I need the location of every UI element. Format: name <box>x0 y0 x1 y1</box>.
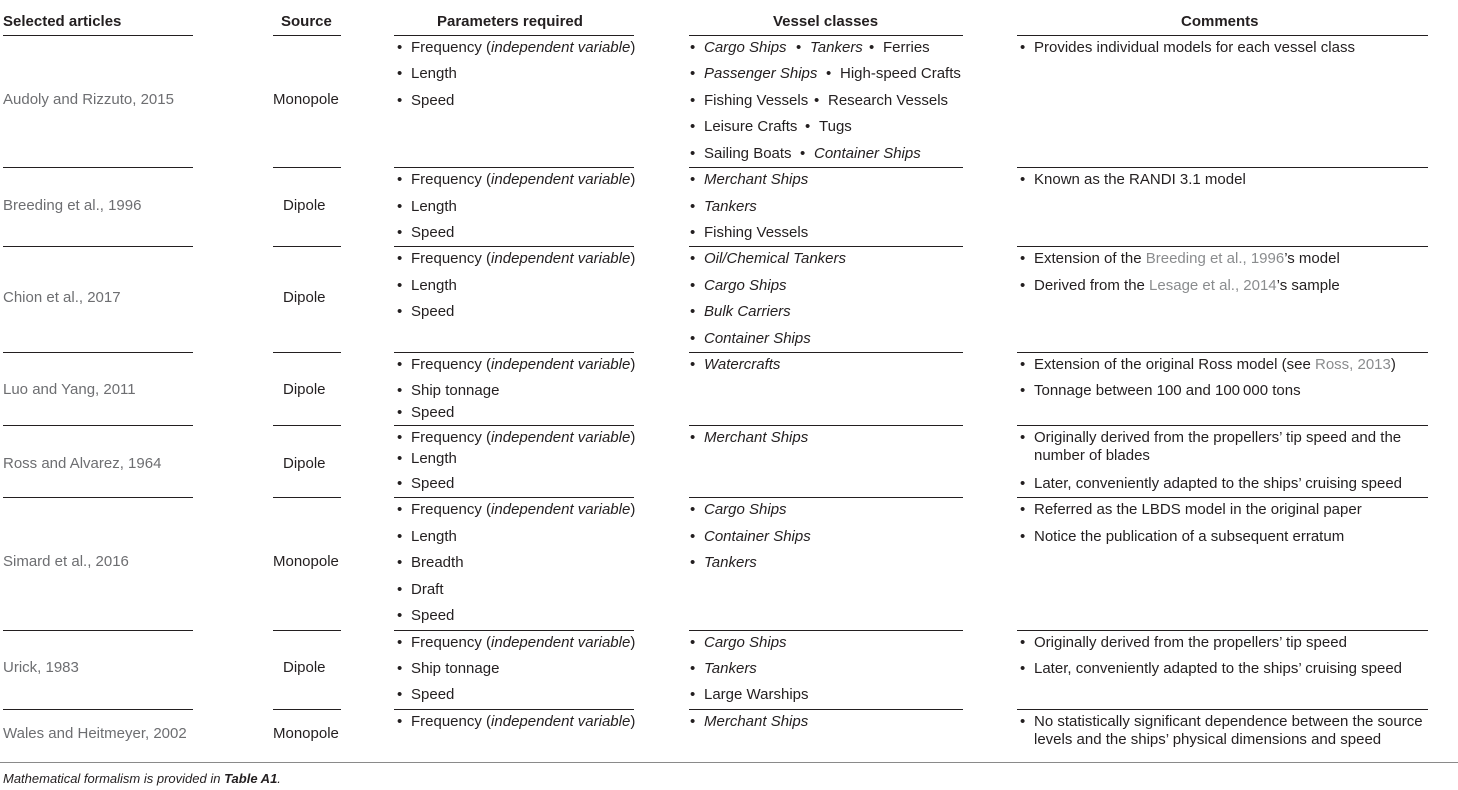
vessel-item: • Fishing Vessels <box>704 224 808 242</box>
param-item: • Ship tonnage <box>411 660 499 678</box>
comment-item: • Later, conveniently adapted to the ships’ cruising speed <box>1034 660 1402 678</box>
param-item: • Frequency (independent variable) <box>411 501 635 519</box>
vessel-item: • Cargo Ships <box>704 501 787 519</box>
article-name: Chion et al., 2017 <box>3 289 121 306</box>
param-item: • Frequency (independent variable) <box>411 39 635 57</box>
article-name: Urick, 1983 <box>3 659 79 676</box>
vessel-item: • Merchant Ships <box>704 171 808 189</box>
param-item: • Breadth <box>411 554 464 572</box>
comment-item: • Extension of the original Ross model (see Ross, 2013) <box>1034 356 1396 374</box>
comment-item: • Originally derived from the propellers’ tip speed and the number of blades <box>1034 429 1401 465</box>
param-item: • Length <box>411 450 457 468</box>
param-item: • Frequency (independent variable) <box>411 356 635 374</box>
param-item: • Ship tonnage <box>411 382 499 400</box>
param-item: • Speed <box>411 404 454 422</box>
vessel-item: • Tankers <box>810 39 863 57</box>
citation-link[interactable]: Lesage et al., 2014 <box>1149 277 1277 294</box>
vessel-item: • Cargo Ships <box>704 39 787 57</box>
param-item: • Frequency (independent variable) <box>411 634 635 652</box>
header-selected-articles: Selected articles <box>3 13 122 30</box>
comment-item: • Derived from the Lesage et al., 2014’s sample <box>1034 277 1340 295</box>
param-item: • Length <box>411 528 457 546</box>
vessel-item: • Research Vessels <box>828 92 948 110</box>
table-bottom-rule <box>0 762 1458 763</box>
vessel-item: • Bulk Carriers <box>704 303 791 321</box>
header-parameters: Parameters required <box>437 13 583 30</box>
header-comments: Comments <box>1181 13 1259 30</box>
comment-item: • Provides individual models for each vessel class <box>1034 39 1355 57</box>
article-name: Luo and Yang, 2011 <box>3 381 136 398</box>
header-vessel-classes: Vessel classes <box>773 13 879 30</box>
source-value: Dipole <box>283 197 326 214</box>
citation-link[interactable]: Breeding et al., 1996 <box>1145 250 1285 267</box>
vessel-item: • Tankers <box>704 198 757 216</box>
param-item: • Frequency (independent variable) <box>411 429 635 447</box>
source-value: Monopole <box>273 91 339 108</box>
vessel-item: • Cargo Ships <box>704 277 787 295</box>
vessel-item: • Leisure Crafts <box>704 118 797 136</box>
vessel-item: • Container Ships <box>814 145 921 163</box>
param-item: • Frequency (independent variable) <box>411 171 635 189</box>
vessel-item: • Merchant Ships <box>704 713 808 731</box>
param-item: • Draft <box>411 581 444 599</box>
vessel-item: • Tankers <box>704 660 757 678</box>
param-item: • Speed <box>411 224 454 242</box>
param-item: • Speed <box>411 303 454 321</box>
comment-item: • Tonnage between 100 and 100 000 tons <box>1034 382 1301 400</box>
param-item: • Frequency (independent variable) <box>411 250 635 268</box>
header-source: Source <box>281 13 332 30</box>
param-item: • Speed <box>411 92 454 110</box>
article-name: Simard et al., 2016 <box>3 553 129 570</box>
article-name: Breeding et al., 1996 <box>3 197 142 214</box>
comment-item: • Known as the RANDI 3.1 model <box>1034 171 1246 189</box>
comment-item: • No statistically significant dependence between the source levels and the ships’ physical dimensions and speed <box>1034 713 1423 749</box>
source-value: Dipole <box>283 289 326 306</box>
comment-item: • Extension of the Breeding et al., 1996’s model <box>1034 250 1340 268</box>
article-name: Audoly and Rizzuto, 2015 <box>3 91 174 108</box>
source-value: Dipole <box>283 381 326 398</box>
source-value: Monopole <box>273 553 339 570</box>
param-item: • Length <box>411 65 457 83</box>
vessel-item: • Tugs <box>819 118 852 136</box>
param-item: • Speed <box>411 686 454 704</box>
table-footnote: Mathematical formalism is provided in Table A1. <box>3 771 281 786</box>
source-value: Dipole <box>283 659 326 676</box>
param-item: • Length <box>411 198 457 216</box>
vessel-item: • Ferries <box>883 39 930 57</box>
param-item: • Length <box>411 277 457 295</box>
vessel-item: • Watercrafts <box>704 356 780 374</box>
vessel-item: • Merchant Ships <box>704 429 808 447</box>
citation-link[interactable]: Ross, 2013 <box>1314 356 1391 373</box>
param-item: • Frequency (independent variable) <box>411 713 635 731</box>
vessel-item: • Passenger Ships <box>704 65 817 83</box>
comment-item: • Referred as the LBDS model in the original paper <box>1034 501 1362 519</box>
source-value: Monopole <box>273 725 339 742</box>
vessel-item: • Sailing Boats <box>704 145 792 163</box>
vessel-item: • Container Ships <box>704 528 811 546</box>
table-ref: Table A1 <box>224 771 278 786</box>
vessel-item: • Cargo Ships <box>704 634 787 652</box>
vessel-item: • Large Warships <box>704 686 809 704</box>
vessel-item: • Fishing Vessels <box>704 92 808 110</box>
vessel-item: • High-speed Crafts <box>840 65 961 83</box>
comment-item: • Notice the publication of a subsequent erratum <box>1034 528 1344 546</box>
comment-item: • Originally derived from the propellers’ tip speed <box>1034 634 1347 652</box>
article-name: Wales and Heitmeyer, 2002 <box>3 725 187 742</box>
vessel-item: • Tankers <box>704 554 757 572</box>
article-name: Ross and Alvarez, 1964 <box>3 455 162 472</box>
param-item: • Speed <box>411 475 454 493</box>
vessel-item: • Container Ships <box>704 330 811 348</box>
vessel-item: • Oil/Chemical Tankers <box>704 250 846 268</box>
source-value: Dipole <box>283 455 326 472</box>
param-item: • Speed <box>411 607 454 625</box>
comment-item: • Later, conveniently adapted to the ships’ cruising speed <box>1034 475 1402 493</box>
